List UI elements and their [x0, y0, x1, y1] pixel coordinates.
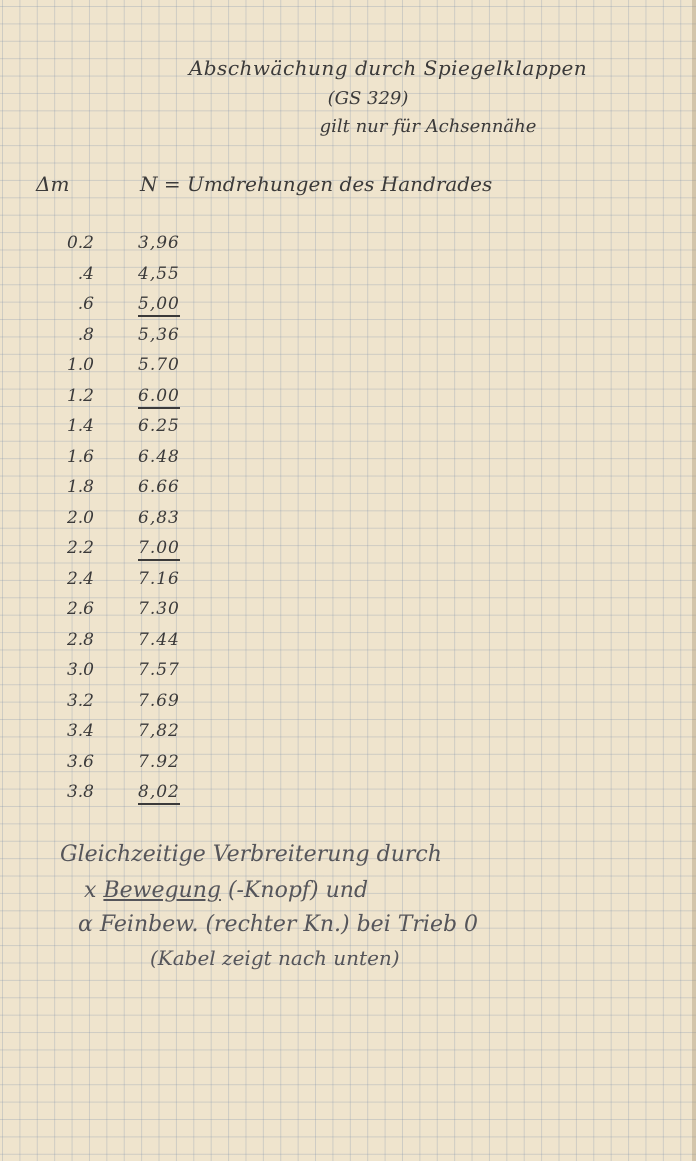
n-value: 5,00	[138, 294, 180, 317]
dm-value: .8	[77, 324, 94, 345]
n-value: 7.44	[138, 629, 180, 650]
note-line-4: (Kabel zeigt nach unten)	[150, 946, 400, 970]
table-row	[0, 386, 696, 416]
n-value: 7.69	[138, 690, 180, 711]
dm-value: 3.0	[66, 660, 94, 680]
n-value: 7.16	[138, 568, 180, 589]
table-row	[0, 325, 696, 355]
n-value: 3,96	[138, 233, 180, 253]
n-value: 6.66	[138, 477, 180, 497]
table-row	[0, 416, 696, 446]
dm-value: 1.6	[66, 446, 94, 467]
dm-value: 1.0	[66, 355, 94, 375]
n-value: 8,02	[138, 782, 180, 805]
n-value: 6.48	[138, 446, 180, 467]
note-line-2-underlined: Bewegung	[103, 878, 221, 903]
dm-value: 2.4	[66, 568, 94, 589]
page-title: Abschwächung durch Spiegelklappen	[188, 56, 588, 80]
table-row	[0, 660, 696, 690]
page-edge	[692, 0, 696, 1161]
table-row	[0, 630, 696, 660]
table-row	[0, 569, 696, 599]
n-value: 7.57	[138, 660, 180, 680]
table-row	[0, 447, 696, 477]
dm-value: 3.8	[66, 782, 94, 802]
dm-value: .4	[77, 263, 94, 284]
dm-value: 1.2	[66, 385, 94, 406]
table-row	[0, 782, 696, 812]
n-value: 5.70	[138, 355, 180, 375]
table-row	[0, 508, 696, 538]
table-row	[0, 294, 696, 324]
dm-value: 2.8	[66, 629, 94, 650]
dm-value: 1.8	[66, 477, 94, 497]
dm-value: .6	[77, 294, 94, 314]
dm-value: 3.4	[66, 721, 94, 741]
table-row	[0, 721, 696, 751]
note-line-2	[84, 878, 368, 903]
n-value: 4,55	[138, 263, 180, 284]
n-value: 6.25	[138, 416, 180, 436]
n-value: 7,82	[138, 721, 180, 741]
table-row	[0, 752, 696, 782]
table-row	[0, 233, 696, 263]
column-header-n: N = Umdrehungen des Handrades	[140, 172, 493, 196]
dm-value: 3.2	[66, 690, 94, 711]
n-value: 6,83	[138, 507, 180, 528]
table-row	[0, 477, 696, 507]
note-line-3: α Feinbew. (rechter Kn.) bei Trieb 0	[78, 912, 479, 937]
table-row	[0, 691, 696, 721]
page-subtitle: (GS 329)	[327, 88, 409, 109]
table-row	[0, 538, 696, 568]
page-condition: gilt nur für Achsennähe	[319, 116, 537, 137]
n-value: 7.30	[138, 599, 180, 619]
dm-value: 2.2	[66, 538, 94, 558]
dm-value: 2.6	[66, 599, 94, 619]
note-line-1: Gleichzeitige Verbreiterung durch	[60, 842, 442, 867]
table-row	[0, 355, 696, 385]
n-value: 6.00	[138, 386, 180, 409]
table-row	[0, 264, 696, 294]
n-value: 7.00	[138, 538, 180, 561]
dm-value: 2.0	[66, 507, 94, 528]
note-line-2-rest: (-Knopf) und	[227, 878, 369, 903]
table-row	[0, 599, 696, 629]
n-value: 5,36	[138, 324, 180, 345]
dm-value: 3.6	[66, 751, 94, 772]
note-line-2-prefix: x	[84, 878, 97, 903]
dm-value: 1.4	[66, 416, 94, 436]
column-header-dm: Δm	[36, 172, 70, 196]
n-value: 7.92	[138, 751, 180, 772]
dm-value: 0.2	[66, 233, 94, 253]
